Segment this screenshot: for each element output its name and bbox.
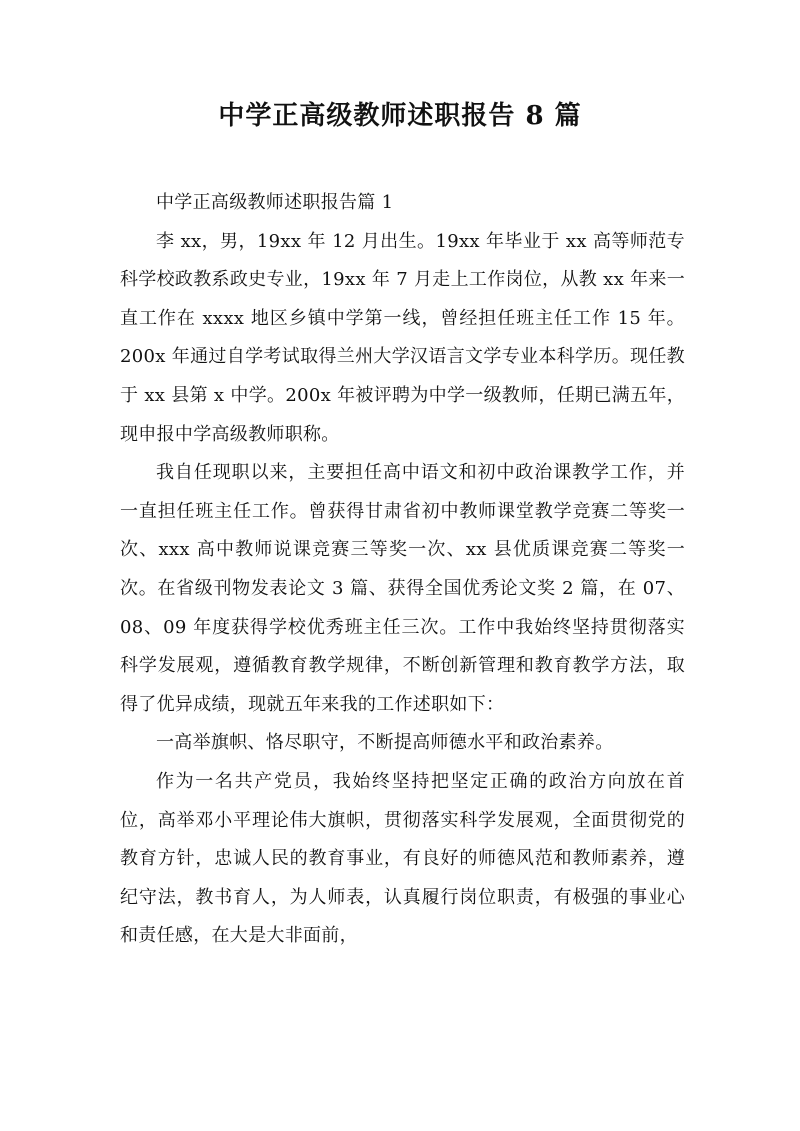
- section-heading: 中学正高级教师述职报告篇 1: [156, 192, 394, 213]
- paragraph-party-member: 作为一名共产党员，我始终坚持把坚定正确的政治方向放在首位，高举邓小平理论伟大旗帜，贯彻落实科学发展观，全面贯彻党的教育方针，忠诚人民的教育事业，有良好的师德风范和教师素养，遵纪守法，教书育人，为人师表，认真履行岗位职责，有极强的事业心和责任感，在大是大非面前，: [120, 770, 685, 947]
- paragraph-subheading-ethics: 一高举旗帜、恪尽职守，不断提高师德水平和政治素养。: [156, 732, 614, 754]
- paragraph-biography: 李 xx，男，19xx 年 12 月出生。19xx 年毕业于 xx 高等师范专科学校政教系政史专业，19xx 年 7 月走上工作岗位，从教 xx 年来一直工作在 xxxx 地区乡镇中学第一线，曾经担任班主任工作 15 年。200x 年通过自学考试取得兰州大学汉语言文学专业本科学历。现任教于 xx 县第 x 中学。200x 年被评聘为中学一级教师，任期已满五年，现申报中学高级教师职称。: [120, 230, 685, 445]
- document-title: 中学正高级教师述职报告 8 篇: [218, 101, 582, 131]
- paragraph-work-summary: 我自任现职以来，主要担任高中语文和初中政治课教学工作，并一直担任班主任工作。曾获得甘肃省初中教师课堂教学竞赛二等奖一次、xxx 高中教师说课竞赛三等奖一次、xx 县优质课竞赛二等奖一次。在省级刊物发表论文 3 篇、获得全国优秀论文奖 2 篇，在 07、08、09 年度获得学校优秀班主任三次。工作中我始终坚持贯彻落实科学发展观，遵循教育教学规律，不断创新管理和教育教学方法，取得了优异成绩，现就五年来我的工作述职如下：: [120, 462, 685, 715]
- document-body: [120, 184, 685, 956]
